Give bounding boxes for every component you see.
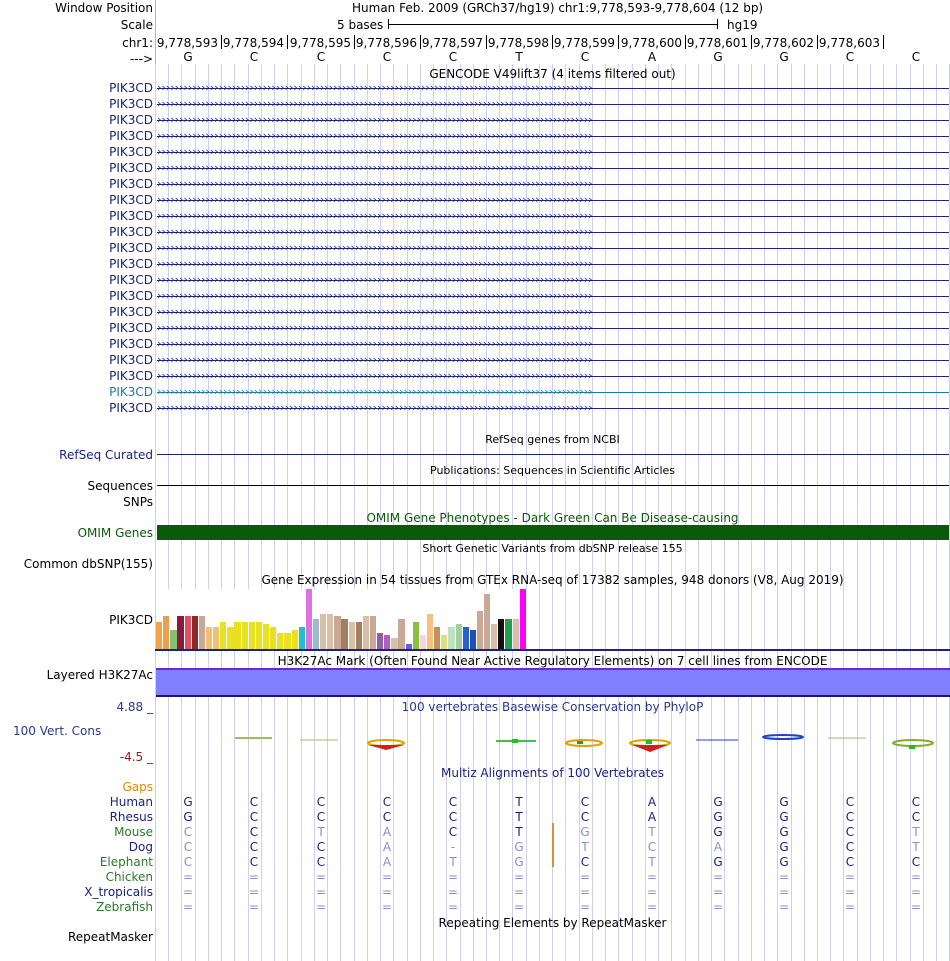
- aligned-base: G: [580, 825, 590, 839]
- transcript-label[interactable]: PIK3CD: [109, 193, 153, 207]
- publications-track-title: Publications: Sequences in Scientific Articles: [430, 464, 675, 477]
- transcript-label[interactable]: PIK3CD: [109, 385, 153, 399]
- aligned-base: G: [779, 855, 789, 869]
- aligned-base: =: [778, 900, 790, 914]
- aligned-base: G: [779, 840, 789, 854]
- dbsnp-track-label[interactable]: Common dbSNP(155): [23, 557, 153, 571]
- transcript-strand-arrows: ›››››››››››››››››››››››››››››››››››››››››››››››››››››››››››››››››››››››››››››››››››››››››››››››››››: [157, 177, 593, 190]
- snps-track-label[interactable]: SNPs: [123, 495, 153, 509]
- transcript-label[interactable]: PIK3CD: [109, 209, 153, 223]
- coordinate-label: 9,778,595: [289, 36, 351, 50]
- aligned-base: =: [844, 900, 856, 914]
- phylop-max-label: 4.88 _: [116, 700, 153, 714]
- aligned-base: C: [249, 855, 259, 869]
- aligned-base: C: [845, 840, 855, 854]
- reference-base: A: [647, 50, 657, 64]
- aligned-base: =: [182, 900, 194, 914]
- species-label[interactable]: Human: [109, 795, 153, 809]
- transcript-label[interactable]: PIK3CD: [109, 401, 153, 415]
- aligned-base: =: [182, 885, 194, 899]
- aligned-base: G: [713, 825, 723, 839]
- aligned-base: =: [315, 885, 327, 899]
- phylop-glyph-4: [496, 739, 536, 743]
- aligned-base: C: [316, 840, 326, 854]
- aligned-base: =: [513, 870, 525, 884]
- aligned-base: A: [713, 840, 723, 854]
- aligned-base: =: [381, 885, 393, 899]
- aligned-base: =: [646, 870, 658, 884]
- aligned-base: =: [844, 870, 856, 884]
- aligned-base: C: [845, 855, 855, 869]
- transcript-label[interactable]: PIK3CD: [109, 225, 153, 239]
- species-label[interactable]: Zebrafish: [96, 900, 153, 914]
- aligned-base: =: [646, 900, 658, 914]
- aligned-base: C: [249, 795, 259, 809]
- transcript-label[interactable]: PIK3CD: [109, 97, 153, 111]
- aligned-base: =: [646, 885, 658, 899]
- aligned-base: T: [581, 840, 589, 854]
- aligned-base: A: [647, 810, 657, 824]
- species-label[interactable]: Mouse: [114, 825, 153, 839]
- aligned-base: =: [910, 870, 922, 884]
- repeatmasker-track-title: Repeating Elements by RepeatMasker: [438, 916, 667, 930]
- aligned-base: C: [316, 855, 326, 869]
- transcript-label[interactable]: PIK3CD: [109, 113, 153, 127]
- aligned-base: =: [513, 885, 525, 899]
- aligned-base: C: [911, 810, 921, 824]
- transcript-strand-arrows: ›››››››››››››››››››››››››››››››››››››››››››››››››››››››››››››››››››››››››››››››››››››››››››››››››››: [157, 257, 593, 270]
- assembly-label: hg19: [727, 18, 758, 32]
- aligned-base: C: [183, 825, 193, 839]
- gtex-track-label[interactable]: PIK3CD: [109, 613, 153, 627]
- transcript-strand-arrows: ›››››››››››››››››››››››››››››››››››››››››››››››››››››››››››››››››››››››››››››››››››››››››››››››››››: [157, 113, 593, 126]
- aligned-base: G: [713, 795, 723, 809]
- chrom-label: chr1:: [122, 36, 153, 50]
- phylop-glyph-8: [763, 735, 803, 739]
- aligned-base: =: [579, 900, 591, 914]
- phylop-glyph-3: [368, 740, 404, 750]
- transcript-strand-arrows: ›››››››››››››››››››››››››››››››››››››››››››››››››››››››››››››››››››››››››››››››››››››››››››››››››››: [157, 161, 593, 174]
- aligned-base: T: [648, 855, 656, 869]
- aligned-base: =: [712, 900, 724, 914]
- aligned-base: =: [778, 885, 790, 899]
- aligned-base: T: [515, 795, 523, 809]
- transcript-strand-arrows: ›››››››››››››››››››››››››››››››››››››››››››››››››››››››››››››››››››››››››››››››››››››››››››››››››››: [157, 353, 593, 366]
- gencode-track-title: GENCODE V49lift37 (4 items filtered out): [429, 67, 676, 81]
- aligned-base: =: [579, 870, 591, 884]
- coordinate-label: 9,778,596: [355, 36, 417, 50]
- aligned-base: T: [317, 825, 325, 839]
- transcript-strand-arrows: ›››››››››››››››››››››››››››››››››››››››››››››››››››››››››››››››››››››››››››››››››››››››››››››››››››: [157, 289, 593, 302]
- coordinate-label: 9,778,598: [487, 36, 549, 50]
- aligned-base: -: [450, 840, 456, 854]
- refseq-track-label[interactable]: RefSeq Curated: [59, 448, 153, 462]
- reference-base: C: [316, 50, 326, 64]
- aligned-base: =: [381, 870, 393, 884]
- phylop-track-title: 100 vertebrates Basewise Conservation by PhyloP: [401, 700, 704, 714]
- transcript-label[interactable]: PIK3CD: [109, 129, 153, 143]
- aligned-base: C: [448, 825, 458, 839]
- coordinate-label: 9,778,602: [752, 36, 814, 50]
- transcript-strand-arrows: ›››››››››››››››››››››››››››››››››››››››››››››››››››››››››››››››››››››››››››››››››››››››››››››››››››: [157, 385, 593, 398]
- gtex-track-title: Gene Expression in 54 tissues from GTEx RNA-seq of 17382 samples, 948 donors (V8, Aug 2019): [261, 573, 844, 587]
- h3k27ac-track-title: H3K27Ac Mark (Often Found Near Active Regulatory Elements) on 7 cell lines from ENCODE: [277, 654, 828, 668]
- aligned-base: G: [779, 810, 789, 824]
- coordinate-label: 9,778,597: [421, 36, 483, 50]
- reference-base: G: [713, 50, 723, 64]
- phylop-glyph-5: [566, 740, 602, 746]
- aligned-base: =: [778, 870, 790, 884]
- transcript-label[interactable]: PIK3CD: [109, 305, 153, 319]
- window-position-label: Window Position: [55, 1, 153, 15]
- transcript-label[interactable]: PIK3CD: [109, 161, 153, 175]
- aligned-base: C: [845, 795, 855, 809]
- transcript-strand-arrows: ›››››››››››››››››››››››››››››››››››››››››››››››››››››››››››››››››››››››››››››››››››››››››››››››››››: [157, 129, 593, 142]
- transcript-strand-arrows: ›››››››››››››››››››››››››››››››››››››››››››››››››››››››››››››››››››››››››››››››››››››››››››››››››››: [157, 225, 593, 238]
- aligned-base: C: [580, 795, 590, 809]
- aligned-base: C: [382, 795, 392, 809]
- transcript-label[interactable]: PIK3CD: [109, 369, 153, 383]
- omim-track-title: OMIM Gene Phenotypes - Dark Green Can Be Disease-causing: [366, 511, 739, 525]
- aligned-base: G: [183, 795, 193, 809]
- aligned-base: C: [249, 810, 259, 824]
- aligned-base: =: [447, 900, 459, 914]
- aligned-base: C: [382, 810, 392, 824]
- aligned-base: =: [513, 900, 525, 914]
- species-label[interactable]: Rhesus: [109, 810, 153, 824]
- aligned-base: =: [712, 870, 724, 884]
- aligned-base: T: [912, 840, 920, 854]
- multiz-track-title: Multiz Alignments of 100 Vertebrates: [440, 766, 665, 780]
- aligned-base: G: [183, 810, 193, 824]
- reference-base: C: [382, 50, 392, 64]
- strand-label: --->: [129, 52, 153, 66]
- aligned-base: T: [648, 825, 656, 839]
- h3k27ac-track-label[interactable]: Layered H3K27Ac: [46, 668, 153, 682]
- reference-base: C: [580, 50, 590, 64]
- species-label[interactable]: Chicken: [105, 870, 153, 884]
- omim-track-label[interactable]: OMIM Genes: [77, 526, 153, 540]
- transcript-strand-arrows: ›››››››››››››››››››››››››››››››››››››››››››››››››››››››››››››››››››››››››››››››››››››››››››››››››››: [157, 241, 593, 254]
- aligned-base: T: [515, 810, 523, 824]
- species-label[interactable]: Elephant: [99, 855, 153, 869]
- transcript-label[interactable]: PIK3CD: [109, 289, 153, 303]
- aligned-base: C: [580, 810, 590, 824]
- transcript-strand-arrows: ›››››››››››››››››››››››››››››››››››››››››››››››››››››››››››››››››››››››››››››››››››››››››››››››››››: [157, 145, 593, 158]
- transcript-strand-arrows: ›››››››››››››››››››››››››››››››››››››››››››››››››››››››››››››››››››››››››››››››››››››››››››››››››››: [157, 209, 593, 222]
- position-text: Human Feb. 2009 (GRCh37/hg19) chr1:9,778,593-9,778,604 (12 bp): [352, 1, 764, 15]
- aligned-base: C: [845, 825, 855, 839]
- aligned-base: G: [713, 810, 723, 824]
- aligned-base: C: [249, 825, 259, 839]
- aligned-base: A: [382, 825, 392, 839]
- aligned-base: A: [382, 840, 392, 854]
- aligned-base: C: [183, 855, 193, 869]
- transcript-label[interactable]: PIK3CD: [109, 273, 153, 287]
- transcript-label[interactable]: PIK3CD: [109, 257, 153, 271]
- reference-base: G: [779, 50, 789, 64]
- reference-base: T: [515, 50, 523, 64]
- dbsnp-track-title: Short Genetic Variants from dbSNP release 155: [422, 542, 683, 555]
- aligned-base: =: [315, 870, 327, 884]
- aligned-base: =: [447, 885, 459, 899]
- refseq-track-title: RefSeq genes from NCBI: [485, 433, 620, 446]
- alignment-insertion-marker: [552, 823, 554, 867]
- transcript-strand-arrows: ›››››››››››››››››››››››››››››››››››››››››››››››››››››››››››››››››››››››››››››››››››››››››››››››››››: [157, 401, 593, 414]
- aligned-base: C: [448, 810, 458, 824]
- aligned-base: G: [713, 855, 723, 869]
- aligned-base: G: [779, 795, 789, 809]
- reference-base: G: [183, 50, 193, 64]
- aligned-base: =: [315, 900, 327, 914]
- aligned-base: C: [911, 795, 921, 809]
- transcript-strand-arrows: ›››››››››››››››››››››››››››››››››››››››››››››››››››››››››››››››››››››››››››››››››››››››››››››››››››: [157, 273, 593, 286]
- scale-text: 5 bases: [337, 18, 384, 32]
- aligned-base: =: [712, 885, 724, 899]
- coordinate-label: 9,778,594: [222, 36, 284, 50]
- transcript-label[interactable]: PIK3CD: [109, 353, 153, 367]
- transcript-label[interactable]: PIK3CD: [109, 145, 153, 159]
- phylop-track-label[interactable]: 100 Vert. Cons: [13, 724, 102, 738]
- aligned-base: C: [845, 810, 855, 824]
- transcript-strand-arrows: ›››››››››››››››››››››››››››››››››››››››››››››››››››››››››››››››››››››››››››››››››››››››››››››››››››: [157, 193, 593, 206]
- species-label[interactable]: X_tropicalis: [84, 885, 153, 899]
- aligned-base: C: [647, 840, 657, 854]
- coordinate-label: 9,778,603: [818, 36, 880, 50]
- transcript-label[interactable]: PIK3CD: [109, 177, 153, 191]
- aligned-base: =: [447, 870, 459, 884]
- reference-base: C: [249, 50, 259, 64]
- coordinate-label: 9,778,600: [620, 36, 682, 50]
- transcript-label[interactable]: PIK3CD: [109, 241, 153, 255]
- aligned-base: =: [579, 885, 591, 899]
- transcript-strand-arrows: ›››››››››››››››››››››››››››››››››››››››››››››››››››››››››››››››››››››››››››››››››››››››››››››››››››: [157, 321, 593, 334]
- transcript-label[interactable]: PIK3CD: [109, 337, 153, 351]
- coordinate-label: 9,778,601: [686, 36, 748, 50]
- aligned-base: T: [515, 825, 523, 839]
- publications-track-label[interactable]: Sequences: [87, 479, 153, 493]
- aligned-base: C: [448, 795, 458, 809]
- transcript-label[interactable]: PIK3CD: [109, 81, 153, 95]
- aligned-base: =: [844, 885, 856, 899]
- gaps-label: Gaps: [122, 780, 153, 794]
- transcript-strand-arrows: ›››››››››››››››››››››››››››››››››››››››››››››››››››››››››››››››››››››››››››››››››››››››››››››››››››: [157, 369, 593, 382]
- aligned-base: =: [248, 870, 260, 884]
- reference-base: C: [845, 50, 855, 64]
- repeatmasker-track-label[interactable]: RepeatMasker: [67, 930, 153, 944]
- aligned-base: C: [249, 840, 259, 854]
- aligned-base: G: [514, 855, 524, 869]
- aligned-base: =: [910, 900, 922, 914]
- aligned-base: A: [647, 795, 657, 809]
- transcript-strand-arrows: ›››››››››››››››››››››››››››››››››››››››››››››››››››››››››››››››››››››››››››››››››››››››››››››››››››: [157, 305, 593, 318]
- scale-label: Scale: [120, 18, 153, 32]
- aligned-base: =: [182, 870, 194, 884]
- aligned-base: C: [316, 795, 326, 809]
- aligned-base: A: [382, 855, 392, 869]
- transcript-strand-arrows: ›››››››››››››››››››››››››››››››››››››››››››››››››››››››››››››››››››››››››››››››››››››››››››››››››››: [157, 337, 593, 350]
- aligned-base: T: [912, 825, 920, 839]
- aligned-base: =: [381, 900, 393, 914]
- aligned-base: G: [779, 825, 789, 839]
- phylop-glyph-6: [630, 740, 670, 752]
- species-label[interactable]: Dog: [128, 840, 153, 854]
- transcript-strand-arrows: ›››››››››››››››››››››››››››››››››››››››››››››››››››››››››››››››››››››››››››››››››››››››››››››››››››: [157, 81, 593, 94]
- coordinate-label: 9,778,593: [156, 36, 218, 50]
- aligned-base: T: [449, 855, 457, 869]
- phylop-glyph-10: [893, 740, 933, 749]
- aligned-base: C: [316, 810, 326, 824]
- reference-base: C: [911, 50, 921, 64]
- aligned-base: C: [580, 855, 590, 869]
- reference-base: C: [448, 50, 458, 64]
- aligned-base: =: [248, 885, 260, 899]
- aligned-base: C: [183, 840, 193, 854]
- aligned-base: C: [911, 855, 921, 869]
- aligned-base: =: [910, 885, 922, 899]
- transcript-strand-arrows: ›››››››››››››››››››››››››››››››››››››››››››››››››››››››››››››››››››››››››››››››››››››››››››››››››››: [157, 97, 593, 110]
- transcript-label[interactable]: PIK3CD: [109, 321, 153, 335]
- aligned-base: G: [514, 840, 524, 854]
- coordinate-label: 9,778,599: [553, 36, 615, 50]
- aligned-base: =: [248, 900, 260, 914]
- phylop-min-label: -4.5 _: [119, 750, 153, 764]
